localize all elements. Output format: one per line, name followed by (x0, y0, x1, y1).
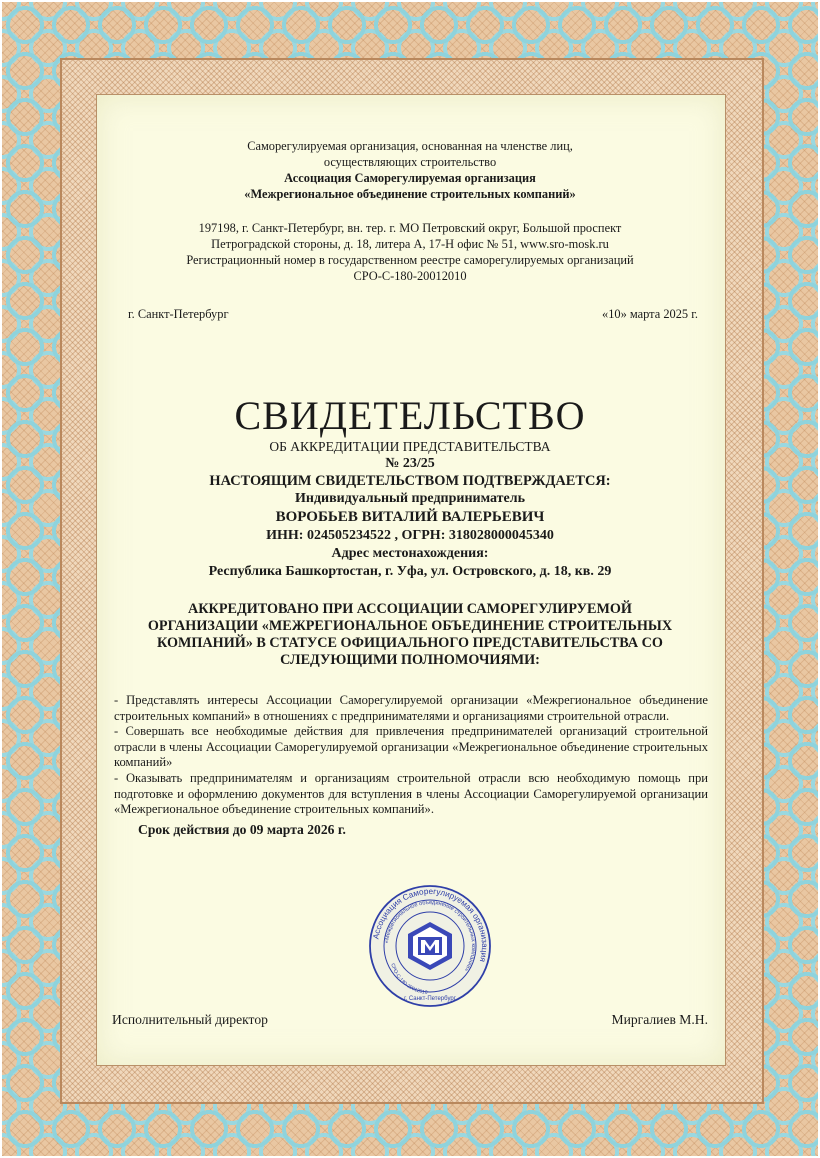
issue-place: г. Санкт-Петербург (128, 307, 229, 321)
accreditation-line-1: АККРЕДИТОВАНО ПРИ АССОЦИАЦИИ САМОРЕГУЛИРУЕМОЙ (188, 601, 632, 617)
organization-header (104, 138, 716, 202)
entity-ids: ИНН: 024505234522 , ОГРН: 318028000045340 (266, 528, 554, 543)
entity-name: ВОРОБЬЕВ ВИТАЛИЙ ВАЛЕРЬЕВИЧ (275, 509, 545, 525)
header-line-3: Ассоциация Саморегулируемая организация (284, 171, 536, 185)
address-line-2: Петроградской стороны, д. 18, литера А, 17-Н офис № 51, www.sro-mosk.ru (211, 237, 609, 251)
entity-address: Республика Башкортостан, г. Уфа, ул. Островского, д. 18, кв. 29 (208, 564, 612, 579)
power-item-3: - Оказывать предпринимателям и организациям строительной отрасли всю необходимую помощь при подготовке и оформлению документов для вступления в члены Ассоциации Саморегулируемой организации «Межрегиональное объединение строительных компаний». (114, 770, 708, 817)
organization-seal (368, 884, 492, 1008)
certificate-subtitle: ОБ АККРЕДИТАЦИИ ПРЕДСТАВИТЕЛЬСТВА (269, 439, 551, 454)
accreditation-line-3: КОМПАНИЙ» В СТАТУСЕ ОФИЦИАЛЬНОГО ПРЕДСТАВИТЕЛЬСТВА СО (157, 635, 663, 651)
organization-address (104, 220, 716, 284)
seal-city: г. Санкт-Петербург (404, 996, 456, 1002)
address-line-4: СРО-С-180-20012010 (353, 269, 467, 283)
issue-date: «10» марта 2025 г. (602, 307, 698, 321)
entity-address-label: Адрес местонахождения: (331, 546, 489, 561)
certificate-content (104, 138, 716, 838)
seal-inner-text: «Межрегиональное объединение строительных компаний» (384, 899, 477, 973)
accreditation-line-4: СЛЕДУЮЩИМИ ПОЛНОМОЧИЯМИ: (280, 652, 540, 668)
header-line-4: «Межрегиональное объединение строительных компаний» (244, 187, 576, 201)
header-line-2: осуществляющих строительство (323, 155, 497, 169)
address-line-1: 197198, г. Санкт-Петербург, вн. тер. г. МО Петровский округ, Большой проспект (198, 221, 622, 235)
signatory-position: Исполнительный директор (112, 1012, 268, 1027)
confirmation-heading: НАСТОЯЩИМ СВИДЕТЕЛЬСТВОМ ПОДТВЕРЖДАЕТСЯ: (209, 473, 611, 489)
powers-list (104, 693, 716, 818)
seal-reg-number: СРО-С-180-20012010 (389, 962, 428, 996)
seal-outer-text: Ассоциация Саморегулируемая организация (371, 886, 490, 963)
signatory-name: Миргалиев М.Н. (611, 1012, 708, 1027)
signature-row (112, 1012, 708, 1028)
power-item-1: - Представлять интересы Ассоциации Саморегулируемой организации «Межрегиональное объединение строительных компаний» в отношениях с предпринимателями и организациями строительной отрасли. (114, 693, 708, 723)
validity-period: Срок действия до 09 марта 2026 г. (138, 821, 346, 837)
certificate-number: № 23/25 (385, 456, 435, 471)
certificate-title: СВИДЕТЕЛЬСТВО (234, 393, 586, 438)
entity-type: Индивидуальный предприниматель (294, 491, 525, 506)
accreditation-statement (104, 601, 716, 669)
power-item-2: - Совершать все необходимые действия для привлечения предпринимателей организаций строительной отрасли в члены Ассоциации Саморегулируемой организации «Межрегиональное объединение строительных компаний» (114, 724, 708, 770)
place-date-row (104, 306, 716, 322)
address-line-3: Регистрационный номер в государственном реестре саморегулируемых организаций (186, 253, 634, 267)
accreditation-line-2: ОРГАНИЗАЦИИ «МЕЖРЕГИОНАЛЬНОЕ ОБЪЕДИНЕНИЕ СТРОИТЕЛЬНЫХ (147, 618, 673, 634)
header-line-1: Саморегулируемая организация, основанная на членстве лиц, (247, 139, 573, 153)
